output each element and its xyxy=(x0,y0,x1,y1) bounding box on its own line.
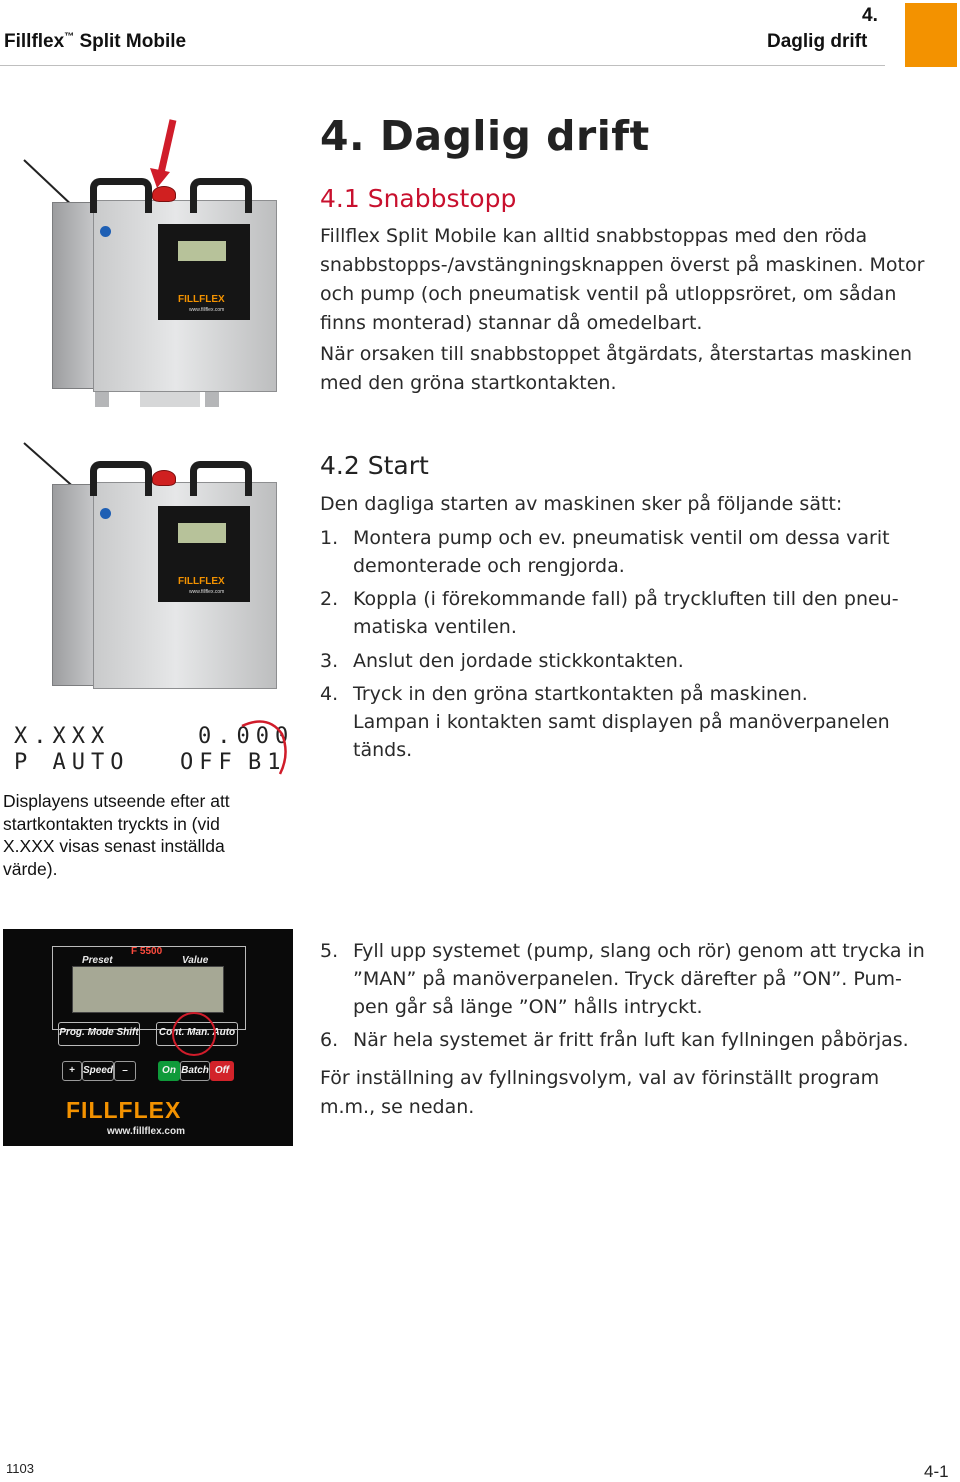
page-title: 4. Daglig drift xyxy=(320,112,650,160)
list-line: matiska ventilen. xyxy=(353,616,517,638)
machine-side xyxy=(52,202,96,389)
list-number: 5. xyxy=(320,940,339,962)
mini-logo: FILLFLEX xyxy=(178,576,225,587)
mode-button[interactable]: Mode xyxy=(87,1027,114,1038)
minus-button[interactable]: – xyxy=(114,1061,136,1081)
list-number: 6. xyxy=(320,1029,339,1051)
man-highlight-circle xyxy=(170,1010,218,1058)
start-switch xyxy=(100,508,111,519)
list-item xyxy=(320,647,945,675)
closing-line: m.m., se nedan. xyxy=(320,1096,475,1118)
caption-line: Displayens utseende efter att xyxy=(3,791,230,811)
paragraph-line: Fillflex Split Mobile kan alltid snabbstoppas med den röda xyxy=(320,225,868,247)
list-line: Lampan i kontakten samt displayen på manöverpanelen xyxy=(353,711,890,733)
header-product-name: Fillflex xyxy=(4,31,65,52)
display-caption xyxy=(3,790,271,880)
machine-handle xyxy=(90,461,152,496)
start-switch xyxy=(100,226,111,237)
control-panel-mini xyxy=(158,224,250,320)
man-button[interactable]: Man. xyxy=(187,1027,210,1038)
list-item xyxy=(320,680,945,764)
panel-preset-label: Preset xyxy=(82,955,113,966)
panel-lcd xyxy=(72,966,224,1013)
machine-handle xyxy=(190,461,252,496)
control-panel-mini xyxy=(158,506,250,602)
section-heading-start: 4.2 Start xyxy=(320,451,429,480)
panel-group-frame xyxy=(58,1022,140,1046)
panel-value-label: Value xyxy=(182,955,209,966)
trademark-symbol: ™ xyxy=(64,31,75,43)
page-number: 4-1 xyxy=(924,1462,949,1481)
header-product-suffix: Split Mobile xyxy=(79,31,187,52)
red-arrow xyxy=(161,120,173,173)
list-line: Anslut den jordade stickkontakten. xyxy=(353,650,684,672)
display-highlight-circle xyxy=(228,716,298,788)
lcd-mini xyxy=(178,523,226,543)
prog-button[interactable]: Prog. xyxy=(59,1027,85,1038)
paragraph-line: snabbstopps-/avstängningsknappen överst på maskinen. Motor xyxy=(320,254,925,276)
display-line1-right: 0.000 xyxy=(198,724,295,749)
list-line: Montera pump och ev. pneumatisk ventil om dessa varit xyxy=(353,527,890,549)
machine-handle xyxy=(190,178,252,213)
fillflex-url: www.fillflex.com xyxy=(107,1126,185,1137)
list-line: Tryck in den gröna startkontakten på maskinen. xyxy=(353,683,808,705)
display-line2-left: P AUTO xyxy=(14,750,130,775)
header-chapter-number: 4. xyxy=(862,5,878,26)
list-line: pen går så länge ”ON” hålls intryckt. xyxy=(353,996,703,1018)
doc-number: 1103 xyxy=(6,1461,34,1476)
machine-handle xyxy=(90,178,152,213)
section-heading-snabbstopp: 4.1 Snabbstopp xyxy=(320,184,517,213)
list-number: 3. xyxy=(320,650,339,672)
red-arrowhead xyxy=(150,168,170,188)
list-item xyxy=(320,937,945,1021)
paragraph-line: och pump (och pneumatisk ventil på utloppsröret, om sådan xyxy=(320,283,897,305)
mini-url: www.fillflex.com xyxy=(189,307,225,313)
emergency-stop-button xyxy=(152,186,176,202)
shift-button[interactable]: Shift xyxy=(116,1027,139,1038)
list-number: 2. xyxy=(320,588,339,610)
emergency-stop-button xyxy=(152,470,176,486)
list-line: tänds. xyxy=(353,739,413,761)
list-line: ”MAN” på manöverpanelen. Tryck därefter på ”ON”. Pum- xyxy=(353,968,902,990)
list-item xyxy=(320,1026,945,1054)
mini-logo: FILLFLEX xyxy=(178,294,225,305)
plus-button[interactable]: + xyxy=(62,1061,82,1081)
display-line2-mid: OFF xyxy=(180,750,238,775)
section-intro: Den dagliga starten av maskinen sker på följande sätt: xyxy=(320,493,843,515)
off-button[interactable]: Off xyxy=(210,1061,234,1081)
list-line: Fyll upp systemet (pump, slang och rör) genom att trycka in xyxy=(353,940,925,962)
paragraph-line: med den gröna startkontakten. xyxy=(320,372,617,394)
list-item xyxy=(320,585,945,641)
list-line: När hela systemet är fritt från luft kan fyllningen påbörjas. xyxy=(353,1029,909,1051)
display-line2-right: B1 xyxy=(248,750,287,775)
list-line: Koppla (i förekommande fall) på tryckluften till den pneu- xyxy=(353,588,899,610)
batch-button[interactable]: Batch xyxy=(180,1061,210,1081)
auto-button[interactable]: Auto xyxy=(212,1027,236,1038)
fillflex-logo: FILLFLEX xyxy=(66,1097,182,1123)
paragraph-line: finns monterad) stannar då omedelbart. xyxy=(320,312,703,334)
list-number: 4. xyxy=(320,683,339,705)
panel-model: F 5500 xyxy=(131,946,163,957)
header-chapter-title: Daglig drift xyxy=(767,31,868,52)
display-line1-left: X.XXX xyxy=(14,724,111,749)
list-number: 1. xyxy=(320,527,339,549)
on-button[interactable]: On xyxy=(158,1061,180,1081)
header-rule xyxy=(0,65,885,66)
caption-line: värde). xyxy=(3,858,58,879)
paragraph-line: När orsaken till snabbstoppet åtgärdats, återstartas maskinen xyxy=(320,343,913,365)
mini-url: www.fillflex.com xyxy=(189,589,225,595)
chapter-tab xyxy=(905,3,957,67)
lcd-mini xyxy=(178,241,226,261)
cont-button[interactable]: Cont. xyxy=(158,1027,185,1038)
speed-button[interactable]: Speed xyxy=(82,1061,114,1081)
header-product xyxy=(4,31,186,53)
closing-line: För inställning av fyllningsvolym, val av förinställt program xyxy=(320,1067,880,1089)
list-line: demonterade och rengjorda. xyxy=(353,555,625,577)
machine-side xyxy=(52,484,96,686)
list-item xyxy=(320,524,945,580)
caption-line: X.XXX visas senast inställda xyxy=(3,836,225,857)
caption-line: startkontakten tryckts in (vid xyxy=(3,813,220,834)
